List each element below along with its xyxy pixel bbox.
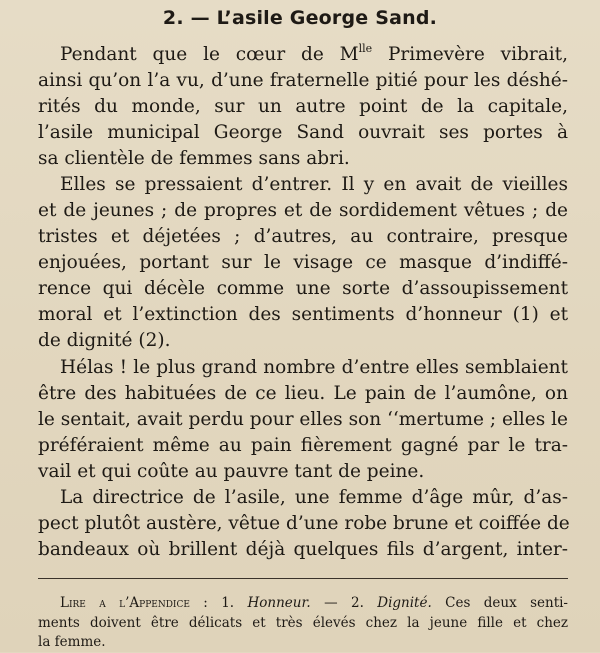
text-line: bandeaux où brillent déjà quelques fils d’argent, inter- <box>38 539 568 560</box>
footnote-line <box>60 593 568 614</box>
footnote-line: la femme. <box>38 634 106 650</box>
text-line: rence qui décèle comme une sorte d’assoupissement <box>38 278 568 299</box>
text-line: enjouées, portant sur le visage ce masque d’indiffé- <box>38 252 568 273</box>
footnote-line: ments doivent être délicats et très élevés chez la jeune fille et chez <box>38 615 568 631</box>
footnote-sep: — 2. <box>310 595 378 611</box>
text-line: le sentait, avait perdu pour elles son ‘‘mertume ; elles le <box>38 409 568 430</box>
text-line: vail et qui coûte au pauvre tant de peine. <box>38 461 425 482</box>
text-line: et de jeunes ; de propres et de sordidement vêtues ; de <box>38 200 568 221</box>
footnote-prefix: Lire a l’Appendice <box>60 595 190 611</box>
text-line: Elles se pressaient d’entrer. Il y en avait de vieilles <box>60 174 568 195</box>
text-line-end: Primevère vibrait, <box>372 44 568 65</box>
footnote-divider <box>38 578 568 579</box>
footnote-term-dignite: Dignité. <box>377 595 432 611</box>
text-line: Hélas ! le plus grand nombre d’entre elles semblaient <box>60 357 568 378</box>
text-line: pect plutôt austère, vêtue d’une robe brune et coiffée de <box>38 513 570 534</box>
text-line: tristes et déjetées ; d’autres, au contraire, presque <box>38 226 568 247</box>
section-heading: 2. — L’asile George Sand. <box>162 7 438 29</box>
text-line: moral et l’extinction des sentiments d’honneur (1) et <box>38 304 568 325</box>
text-line: l’asile municipal George Sand ouvrait ses portes à <box>38 122 568 143</box>
footnote-sep: : 1. <box>189 595 248 611</box>
text-line: rités du monde, sur un autre point de la capitale, <box>38 96 568 117</box>
text-line <box>60 42 568 68</box>
footnote-term-honneur: Honneur. <box>247 595 311 611</box>
text-line: La directrice de l’asile, une femme d’âge mûr, d’as- <box>60 487 568 508</box>
text-line-start: Pendant que le cœur de M <box>60 44 359 65</box>
text-line: ainsi qu’on l’a vu, d’une fraternelle pitié pour les déshé- <box>38 70 568 91</box>
text-line: être des habituées de ce lieu. Le pain de l’aumône, on <box>38 383 568 404</box>
text-line: sa clientèle de femmes sans abri. <box>38 148 350 169</box>
text-line: préféraient même au pain fièrement gagné par le tra- <box>38 435 568 456</box>
footnote-tail: Ces deux senti- <box>431 595 568 611</box>
superscript-abbrev: lle <box>358 42 373 55</box>
text-line: de dignité (2). <box>38 330 171 351</box>
